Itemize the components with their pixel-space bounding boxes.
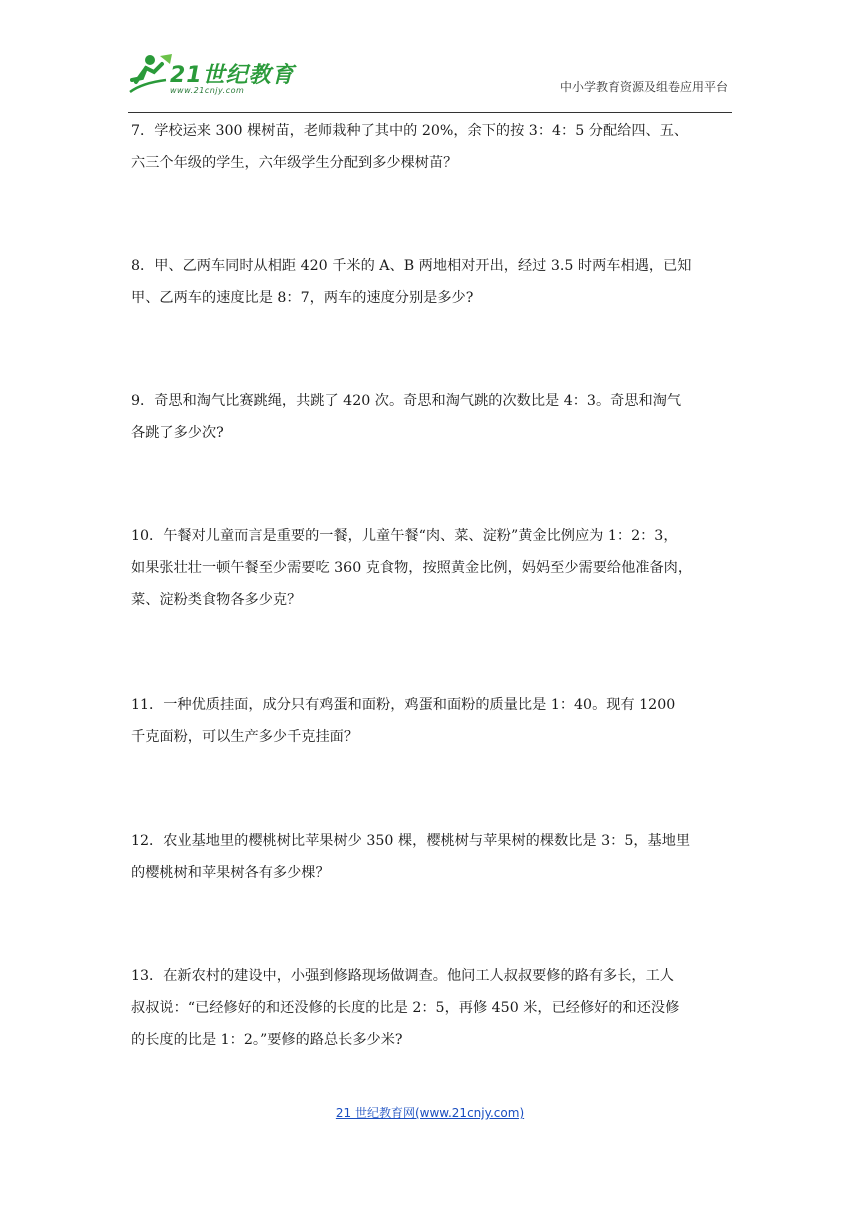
problem-line: 如果张壮壮一顿午餐至少需要吃 360 克食物，按照黄金比例，妈妈至少需要给他准备肉， bbox=[131, 560, 693, 576]
logo bbox=[120, 52, 320, 102]
problem-line: 千克面粉，可以生产多少千克挂面？ bbox=[131, 729, 359, 745]
runner-logo-icon bbox=[120, 52, 176, 102]
problem-11 bbox=[131, 689, 731, 753]
problem-line: 11．一种优质挂面，成分只有鸡蛋和面粉，鸡蛋和面粉的质量比是 1：40。现有 1200 bbox=[131, 697, 676, 713]
page-header bbox=[120, 52, 732, 114]
problem-13 bbox=[131, 960, 731, 1056]
problem-line: 12．农业基地里的樱桃树比苹果树少 350 棵，樱桃树与苹果树的棵数比是 3：5，基地里 bbox=[131, 833, 691, 849]
problem-line: 13．在新农村的建设中，小强到修路现场做调查。他问工人叔叔要修的路有多长，工人 bbox=[131, 968, 674, 984]
logo-text: 21世纪教育 bbox=[170, 63, 295, 88]
problem-12 bbox=[131, 825, 731, 889]
platform-tagline: 中小学教育资源及组卷应用平台 bbox=[559, 80, 728, 94]
problem-8 bbox=[131, 250, 731, 314]
problem-line: 叔叔说：“已经修好的和还没修的长度的比是 2：5，再修 450 米，已经修好的和还没修 bbox=[131, 1000, 680, 1016]
problem-line: 9．奇思和淘气比赛跳绳，共跳了 420 次。奇思和淘气跳的次数比是 4：3。奇思和淘气 bbox=[131, 393, 682, 409]
header-divider bbox=[128, 112, 732, 113]
problem-line: 7．学校运来 300 棵树苗，老师栽种了其中的 20%，余下的按 3：4：5 分配给四、五、 bbox=[131, 123, 689, 139]
page-footer bbox=[0, 1104, 860, 1121]
problem-line: 六三个年级的学生，六年级学生分配到多少棵树苗？ bbox=[131, 155, 458, 171]
problem-line: 10．午餐对儿童而言是重要的一餐，儿童午餐“肉、菜、淀粉”黄金比例应为 1：2：3， bbox=[131, 528, 678, 544]
problem-line: 菜、淀粉类食物各多少克？ bbox=[131, 592, 302, 608]
problem-line: 8．甲、乙两车同时从相距 420 千米的 A、B 两地相对开出，经过 3.5 时两车相遇，已知 bbox=[131, 258, 692, 274]
problem-line: 各跳了多少次? bbox=[131, 425, 224, 441]
problem-9 bbox=[131, 385, 731, 449]
problem-line: 的长度的比是 1：2。”要修的路总长多少米? bbox=[131, 1032, 403, 1048]
problem-7 bbox=[131, 115, 731, 179]
problem-line: 的樱桃树和苹果树各有多少棵？ bbox=[131, 865, 330, 881]
logo-url: www.21cnjy.com bbox=[170, 86, 245, 95]
problem-10 bbox=[131, 520, 731, 616]
footer-link[interactable]: 21 世纪教育网(www.21cnjy.com) bbox=[335, 1106, 525, 1120]
problem-line: 甲、乙两车的速度比是 8：7，两车的速度分别是多少? bbox=[131, 290, 474, 306]
